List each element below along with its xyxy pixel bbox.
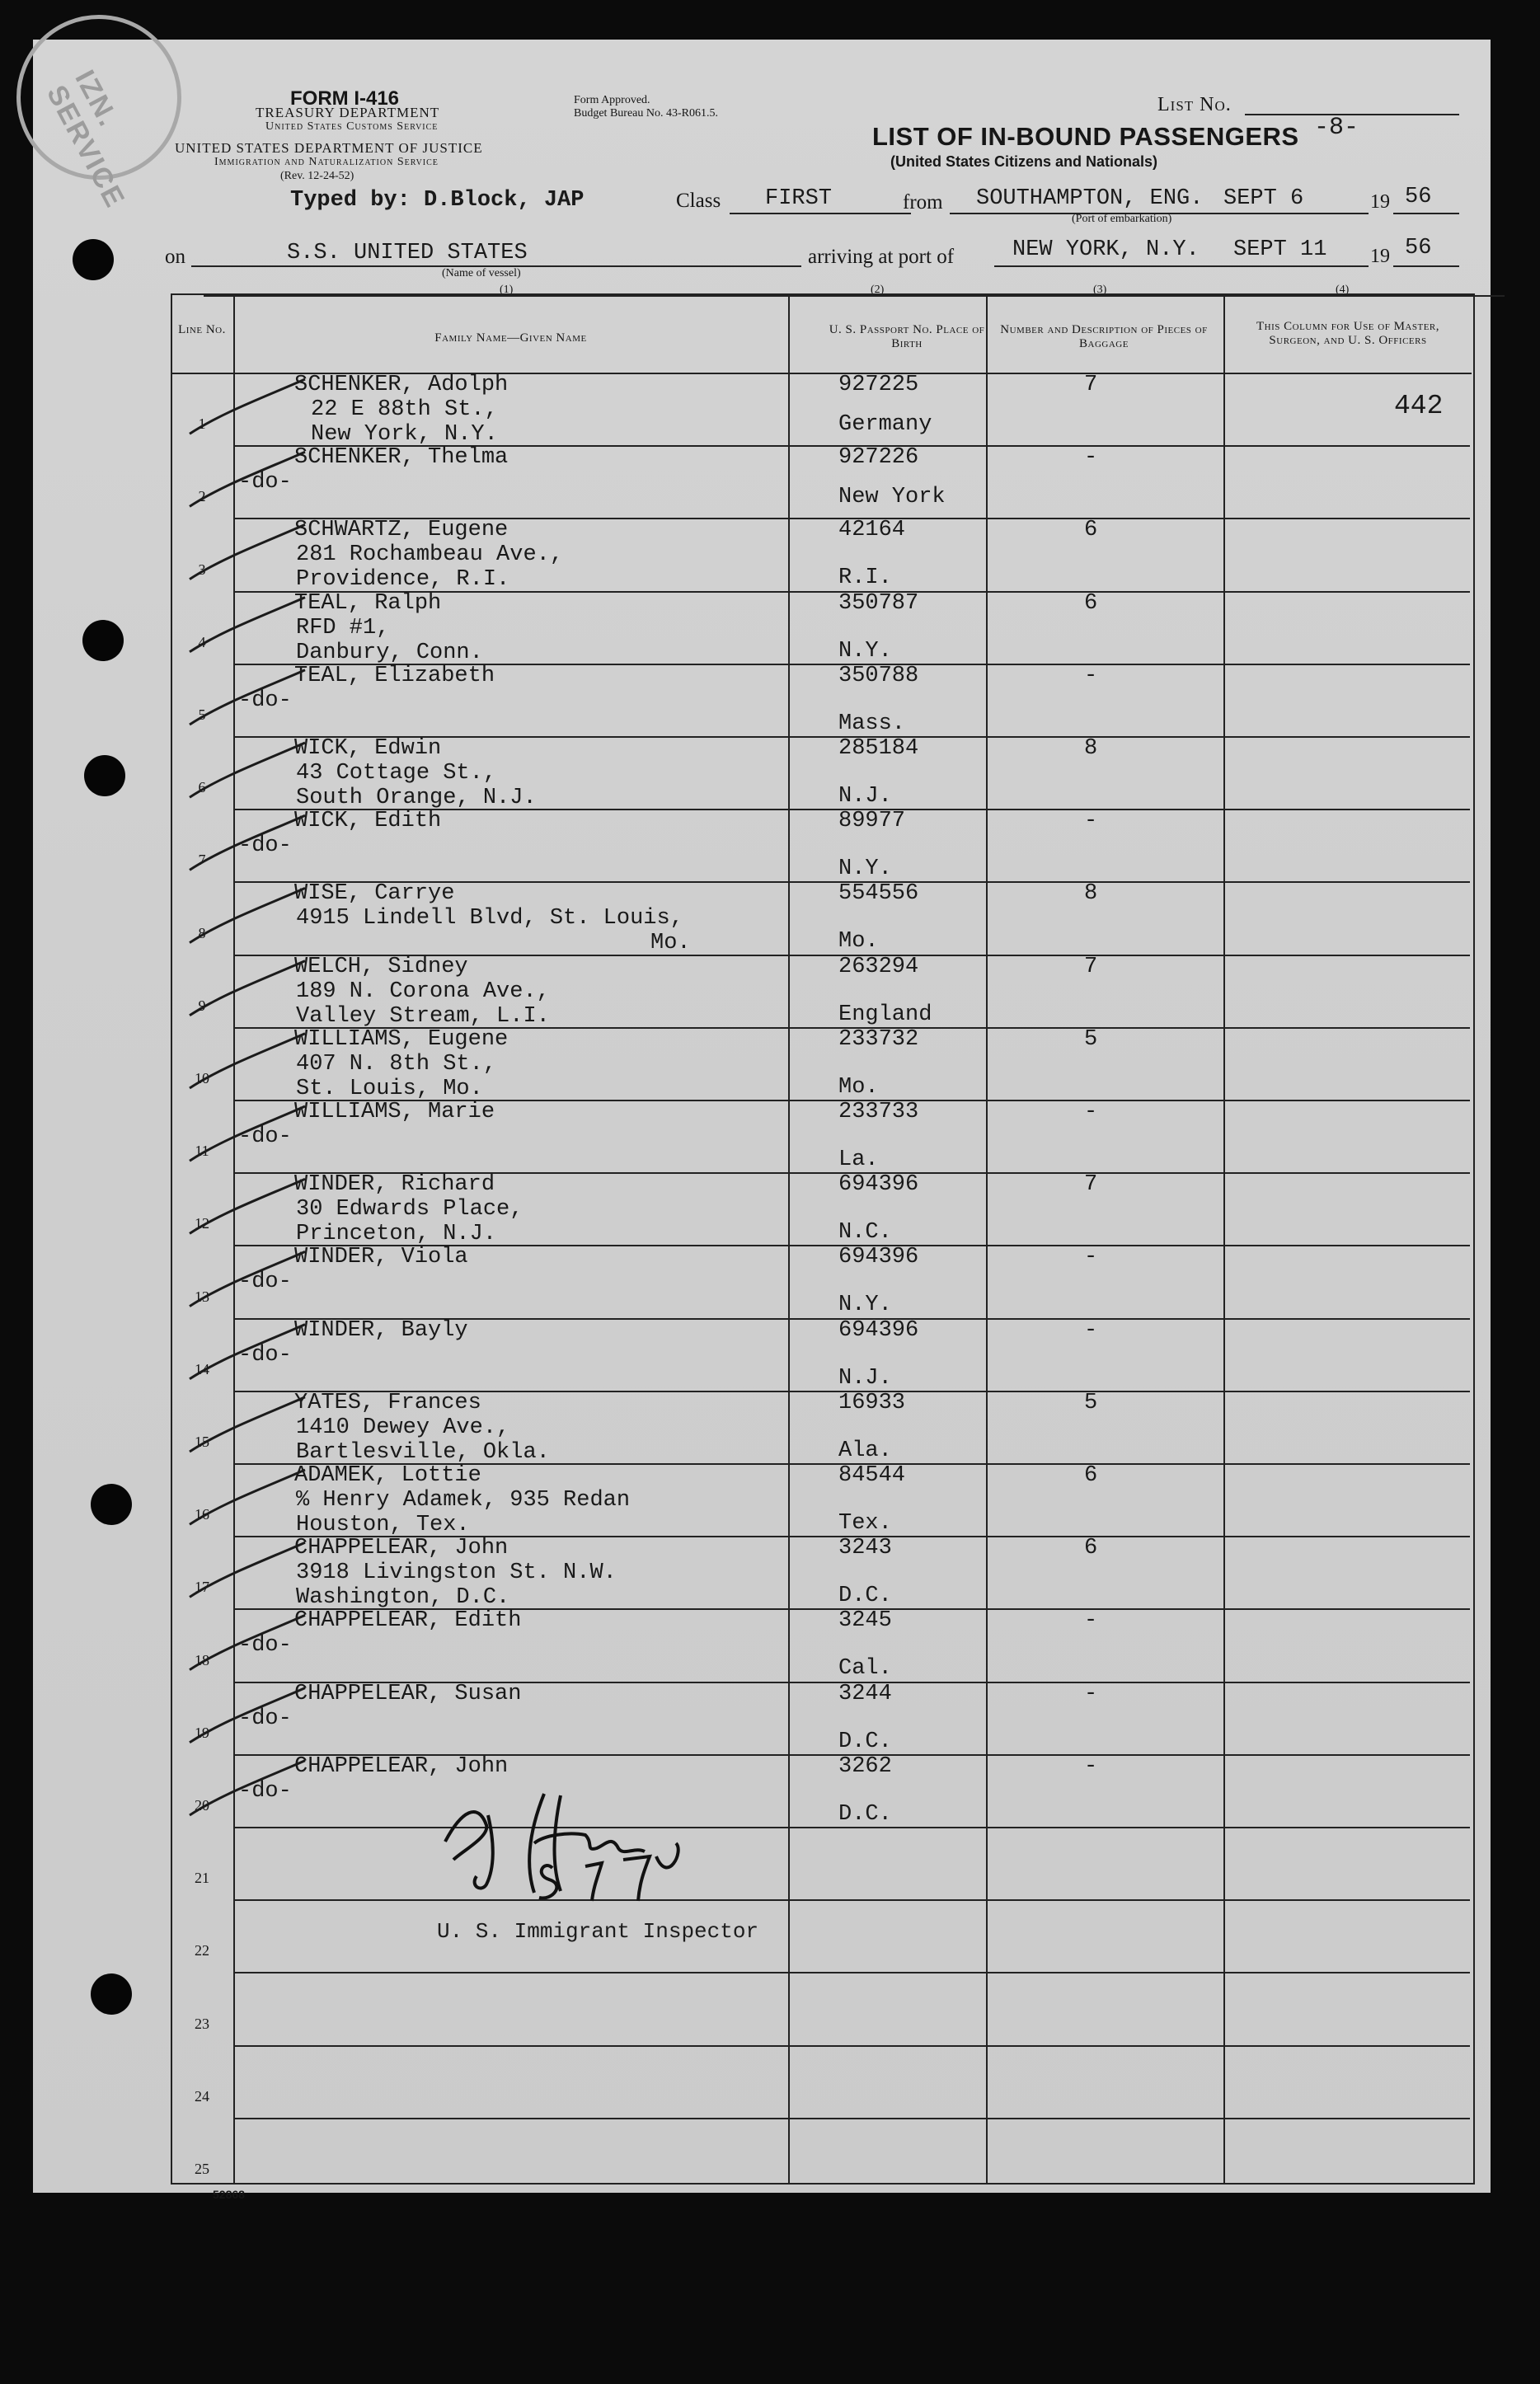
line-number: 15 xyxy=(195,1433,209,1450)
officer-note: 442 xyxy=(1394,391,1444,421)
check-mark xyxy=(190,1179,305,1233)
form-subtitle: (United States Citizens and Nationals) xyxy=(890,153,1158,170)
passport-number: 16933 xyxy=(838,1390,906,1415)
passport-number: 233732 xyxy=(838,1026,919,1052)
baggage-count: - xyxy=(1084,1753,1098,1779)
place-of-birth: N.J. xyxy=(838,1365,892,1391)
passport-number: 927226 xyxy=(838,445,919,471)
place-of-birth: N.C. xyxy=(838,1220,892,1246)
passport-number: 350788 xyxy=(838,663,919,688)
check-mark xyxy=(190,1470,305,1524)
place-of-birth: Mo. xyxy=(838,1074,879,1100)
line-number: 5 xyxy=(198,706,206,723)
line-number: 19 xyxy=(195,1724,209,1741)
passenger-name: WILLIAMS, Eugene xyxy=(294,1026,509,1052)
passport-number: 42164 xyxy=(838,518,906,543)
baggage-count: - xyxy=(1084,1317,1098,1343)
line-number: 20 xyxy=(195,1796,209,1814)
justice-department: UNITED STATES DEPARTMENT OF JUSTICE xyxy=(175,140,483,156)
place-of-birth: New York xyxy=(838,485,946,510)
check-mark xyxy=(190,379,305,434)
passenger-name: WELCH, Sidney xyxy=(294,954,468,979)
passenger-address: % Henry Adamek, 935 Redan xyxy=(296,1488,631,1513)
line-number: 10 xyxy=(195,1069,209,1086)
baggage-count: - xyxy=(1084,809,1098,834)
passenger-name: TEAL, Ralph xyxy=(294,590,442,616)
ins-service: Immigration and Naturalization Service xyxy=(214,156,439,168)
baggage-count: 6 xyxy=(1084,1463,1098,1488)
col-num-3: (3) xyxy=(1093,284,1107,296)
place-of-birth: Mo. xyxy=(838,929,879,955)
passenger-name: SCHENKER, Thelma xyxy=(294,445,509,471)
passenger-name: SCHWARTZ, Eugene xyxy=(294,518,509,543)
line-number: 12 xyxy=(195,1215,209,1232)
passport-number: 554556 xyxy=(838,881,919,907)
from-label: from xyxy=(903,191,943,214)
col-num-2: (2) xyxy=(871,284,885,296)
check-mark xyxy=(190,1251,305,1306)
passenger-address: New York, N.Y. xyxy=(311,422,498,447)
passenger-address: -do- xyxy=(238,1269,292,1295)
passenger-address: -do- xyxy=(238,1342,292,1368)
passport-number: 3262 xyxy=(838,1753,892,1779)
line-number: 17 xyxy=(195,1579,209,1596)
class-label: Class xyxy=(676,190,721,212)
vessel-name: S.S. UNITED STATES xyxy=(287,241,528,265)
vessel-caption: (Name of vessel) xyxy=(442,267,521,279)
passenger-address: Washington, D.C. xyxy=(296,1585,510,1611)
from-year-prefix: 19 xyxy=(1370,191,1390,213)
passenger-address: 3918 Livingston St. N.W. xyxy=(296,1560,617,1586)
check-mark xyxy=(190,1034,305,1088)
baggage-count: - xyxy=(1084,1100,1098,1124)
check-mark xyxy=(190,598,305,652)
passport-number: 233733 xyxy=(838,1100,919,1124)
place-of-birth: La. xyxy=(838,1147,879,1172)
baggage-count: - xyxy=(1084,445,1098,471)
place-of-birth: Tex. xyxy=(838,1511,892,1536)
baggage-count: 8 xyxy=(1084,736,1098,761)
from-port: SOUTHAMPTON, ENG. xyxy=(976,186,1204,211)
check-mark xyxy=(190,743,305,797)
passenger-address: Danbury, Conn. xyxy=(296,640,483,665)
line-number: 3 xyxy=(198,561,206,578)
place-of-birth: D.C. xyxy=(838,1729,892,1754)
baggage-count: - xyxy=(1084,1681,1098,1706)
print-code: 52868 xyxy=(213,2188,245,2201)
passenger-address: -do- xyxy=(238,688,292,713)
place-of-birth: D.C. xyxy=(838,1584,892,1609)
place-of-birth: Germany xyxy=(838,412,932,437)
passport-number: 263294 xyxy=(838,954,919,979)
form-number: FORM I-416 xyxy=(290,87,400,110)
header-name: Family Name—Given Name xyxy=(434,331,587,345)
passenger-address: 189 N. Corona Ave., xyxy=(296,978,550,1004)
passenger-name: WINDER, Richard xyxy=(294,1172,495,1198)
passenger-address: Bartlesville, Okla. xyxy=(296,1439,550,1465)
passenger-name: CHAPPELEAR, Susan xyxy=(294,1681,522,1706)
place-of-birth: Ala. xyxy=(838,1438,892,1463)
baggage-count: 7 xyxy=(1084,373,1098,397)
stamp-text: IZN. SERVICE xyxy=(40,65,131,214)
passport-number: 3244 xyxy=(838,1681,892,1706)
line-number: 2 xyxy=(198,488,206,505)
passenger-address: -do- xyxy=(238,1706,292,1731)
place-of-birth: England xyxy=(838,1002,932,1027)
passenger-address: 407 N. 8th St., xyxy=(296,1051,497,1077)
check-mark xyxy=(190,815,305,870)
line-number: 16 xyxy=(195,1506,209,1523)
form-approved: Form Approved. xyxy=(574,94,650,106)
list-no-label: List No. xyxy=(1157,94,1232,115)
passenger-address: 30 Edwards Place, xyxy=(296,1197,524,1223)
passport-number: 3245 xyxy=(838,1608,892,1634)
passenger-name: WILLIAMS, Marie xyxy=(294,1100,495,1124)
passenger-address: Houston, Tex. xyxy=(296,1513,470,1537)
baggage-count: 7 xyxy=(1084,1172,1098,1198)
check-mark xyxy=(190,1761,305,1815)
place-of-birth: N.Y. xyxy=(838,1293,892,1318)
passenger-address: Mo. xyxy=(650,931,691,956)
check-mark xyxy=(190,888,305,942)
check-mark xyxy=(190,961,305,1016)
check-mark xyxy=(190,670,305,725)
passenger-address: -do- xyxy=(238,470,292,495)
line-number: 7 xyxy=(198,852,206,869)
passenger-address: Princeton, N.J. xyxy=(296,1222,497,1247)
arrival-port: NEW YORK, N.Y. xyxy=(1012,237,1200,262)
line-number: 11 xyxy=(195,1143,209,1160)
inspector-label: U. S. Immigrant Inspector xyxy=(437,1919,759,1944)
typed-by: Typed by: D.Block, JAP xyxy=(290,188,585,213)
passenger-address: St. Louis, Mo. xyxy=(296,1076,483,1101)
passport-number: 89977 xyxy=(838,809,906,834)
line-number: 13 xyxy=(195,1288,209,1305)
line-number: 14 xyxy=(195,1360,209,1377)
header-officers: This Column for Use of Master, Surgeon, and U. S. Officers xyxy=(1256,320,1440,347)
place-of-birth: N.J. xyxy=(838,784,892,809)
passenger-address: -do- xyxy=(238,1124,292,1149)
place-of-birth: N.Y. xyxy=(838,638,892,664)
passenger-name: TEAL, Elizabeth xyxy=(294,663,495,688)
passenger-address: 4915 Lindell Blvd, St. Louis, xyxy=(296,906,683,932)
passenger-name: WISE, Carrye xyxy=(294,881,455,907)
place-of-birth: N.Y. xyxy=(838,856,892,882)
passenger-name: WINDER, Bayly xyxy=(294,1317,468,1343)
passenger-address: 1410 Dewey Ave., xyxy=(296,1415,510,1440)
place-of-birth: R.I. xyxy=(838,565,892,591)
from-date: SEPT 6 xyxy=(1223,186,1304,211)
line-number: 8 xyxy=(198,924,206,941)
passenger-name: CHAPPELEAR, Edith xyxy=(294,1608,522,1634)
place-of-birth: Cal. xyxy=(838,1656,892,1682)
baggage-count: 5 xyxy=(1084,1390,1098,1415)
passport-number: 285184 xyxy=(838,736,919,761)
arrival-date: SEPT 11 xyxy=(1233,237,1327,262)
form-revision: (Rev. 12-24-52) xyxy=(280,170,354,182)
passenger-name: SCHENKER, Adolph xyxy=(294,373,509,397)
check-mark xyxy=(190,1106,305,1161)
customs-service: United States Customs Service xyxy=(265,120,439,133)
baggage-count: - xyxy=(1084,1245,1098,1270)
line-number: 25 xyxy=(195,2160,209,2177)
passenger-address: RFD #1, xyxy=(296,615,390,641)
line-number: 21 xyxy=(195,1870,209,1887)
baggage-count: 8 xyxy=(1084,881,1098,907)
from-year: 56 xyxy=(1405,185,1432,209)
col-num-4: (4) xyxy=(1336,284,1350,296)
passenger-address: 43 Cottage St., xyxy=(296,761,497,786)
passport-number: 927225 xyxy=(838,373,919,397)
passport-number: 694396 xyxy=(838,1172,919,1198)
baggage-count: 6 xyxy=(1084,518,1098,543)
check-mark xyxy=(190,1397,305,1452)
budget-bureau: Budget Bureau No. 43-R061.5. xyxy=(574,107,718,120)
place-of-birth: D.C. xyxy=(838,1801,892,1827)
line-number: 1 xyxy=(198,415,206,433)
arrival-year: 56 xyxy=(1405,236,1432,260)
check-mark xyxy=(190,1325,305,1379)
header-baggage: Number and Description of Pieces of Baggage xyxy=(1000,323,1208,350)
line-number: 23 xyxy=(195,2015,209,2032)
baggage-count: 6 xyxy=(1084,590,1098,616)
check-mark xyxy=(190,524,305,579)
passport-number: 3243 xyxy=(838,1536,892,1561)
baggage-count: 6 xyxy=(1084,1536,1098,1561)
line-number: 9 xyxy=(198,997,206,1014)
line-number: 22 xyxy=(195,1942,209,1959)
passenger-address: -do- xyxy=(238,1778,292,1804)
check-mark xyxy=(190,1688,305,1743)
on-label: on xyxy=(165,246,185,268)
arrival-year-prefix: 19 xyxy=(1370,246,1390,267)
line-number: 18 xyxy=(195,1651,209,1668)
header-passport: U. S. Passport No. Place of Birth xyxy=(829,323,985,350)
passenger-address: 22 E 88th St., xyxy=(311,397,498,422)
arriving-label: arriving at port of xyxy=(808,246,955,268)
passenger-address: Providence, R.I. xyxy=(296,567,510,593)
form-title: LIST OF IN-BOUND PASSENGERS xyxy=(872,122,1299,151)
passenger-name: YATES, Frances xyxy=(294,1390,481,1415)
passenger-address: -do- xyxy=(238,833,292,859)
class-value: FIRST xyxy=(765,186,833,211)
check-mark xyxy=(190,1615,305,1669)
passenger-name: WICK, Edwin xyxy=(294,736,442,761)
passport-number: 694396 xyxy=(838,1317,919,1343)
col-num-1: (1) xyxy=(500,284,514,296)
passenger-address: Valley Stream, L.I. xyxy=(296,1003,550,1029)
passport-number: 694396 xyxy=(838,1245,919,1270)
line-number: 6 xyxy=(198,779,206,796)
list-no-value: -8- xyxy=(1314,114,1359,142)
passenger-name: ADAMEK, Lottie xyxy=(294,1463,481,1488)
baggage-count: 5 xyxy=(1084,1026,1098,1052)
check-mark xyxy=(190,1542,305,1597)
line-number: 4 xyxy=(198,633,206,650)
header-line-no: Line No. xyxy=(178,323,226,336)
line-number: 24 xyxy=(195,2087,209,2105)
passenger-address: -do- xyxy=(238,1633,292,1659)
passenger-name: WINDER, Viola xyxy=(294,1245,468,1270)
baggage-count: - xyxy=(1084,1608,1098,1634)
baggage-count: - xyxy=(1084,663,1098,688)
passenger-name: CHAPPELEAR, John xyxy=(294,1753,509,1779)
treasury-department: TREASURY DEPARTMENT xyxy=(256,105,440,120)
place-of-birth: Mass. xyxy=(838,711,906,736)
passport-number: 350787 xyxy=(838,590,919,616)
passenger-address: South Orange, N.J. xyxy=(296,786,537,810)
passenger-address: 281 Rochambeau Ave., xyxy=(296,542,564,568)
check-mark xyxy=(190,452,305,506)
passenger-name: CHAPPELEAR, John xyxy=(294,1536,509,1561)
passport-number: 84544 xyxy=(838,1463,906,1488)
port-embark-caption: (Port of embarkation) xyxy=(1072,213,1172,225)
passenger-name: WICK, Edith xyxy=(294,809,442,834)
baggage-count: 7 xyxy=(1084,954,1098,979)
